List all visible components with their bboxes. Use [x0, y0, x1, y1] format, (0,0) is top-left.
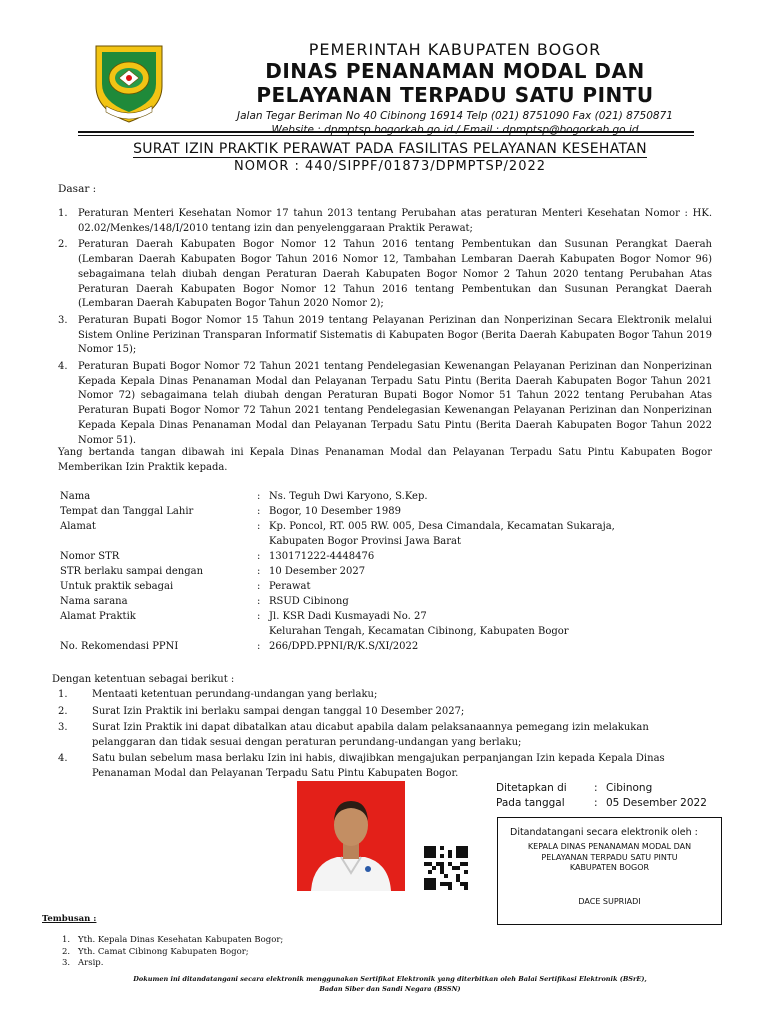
field-row-continuation: Kabupaten Bogor Provinsi Jawa Barat [269, 536, 462, 547]
intro-paragraph: Yang bertanda tangan dibawah ini Kepala Dinas Penanaman Modal dan Pelayanan Terpadu Satu Pintu Kabupaten Bogor Memberikan Izin Praktik kepada. [58, 447, 712, 473]
document-title: SURAT IZIN PRAKTIK PERAWAT PADA FASILITAS PELAYANAN KESEHATAN [133, 141, 647, 157]
signatory-office: KEPALA DINAS PENANAMAN MODAL DAN PELAYANAN TERPADU SATU PINTU KABUPATEN BOGOR [527, 842, 692, 872]
field-row: Tempat dan Tanggal Lahir : Bogor, 10 Desember 1989 [60, 506, 401, 517]
government-name: PEMERINTAH KABUPATEN BOGOR [308, 40, 602, 59]
agency-name-line2: PELAYANAN TERPADU SATU PINTU [256, 83, 654, 107]
list-item: 2. Surat Izin Praktik ini berlaku sampai dengan tanggal 10 Desember 2027; [58, 705, 465, 717]
field-row-continuation: Kelurahan Tengah, Kecamatan Cibinong, Kabupaten Bogor [269, 626, 569, 637]
list-item: 1. Yth. Kepala Dinas Kesehatan Kabupaten Bogor; [62, 935, 284, 945]
electronic-signature-box [497, 817, 722, 925]
issued-place-label: Ditetapkan di [496, 782, 567, 794]
list-item: 2. Peraturan Daerah Kabupaten Bogor Nomor 12 Tahun 2016 tentang Pembentukan dan Susunan Perangkat Daerah (Lembaran Daerah Kabupaten Bogor Tahun 2016 Nomor 12, Tambahan Lembaran Daerah Kabupaten Bogor Nomor 96) sebagaimana telah diubah dengan Peraturan Daerah Kabupaten Bogor Nomor 2 Tahun 2020 tentang Perubahan Atas Peraturan Daerah Kabupaten Bogor Nomor 12 Tahun 2016 tentang Pembentukan dan Susunan Perangkat Daerah (Lembaran Daerah Kabupaten Bogor Tahun 2020 Nomor 2); [58, 239, 712, 310]
list-item: 1. Mentaati ketentuan perundang-undangan yang berlaku; [58, 689, 378, 700]
qr-code-icon [424, 846, 468, 890]
provisions-list [58, 688, 712, 783]
field-row: Alamat : Kp. Poncol, RT. 005 RW. 005, Desa Cimandala, Kecamatan Sukaraja, [60, 521, 615, 532]
holder-photo [297, 781, 405, 891]
holder-details [60, 489, 710, 654]
list-item: 4. Peraturan Bupati Bogor Nomor 72 Tahun 2021 tentang Pendelegasian Kewenangan Pelayanan Perizinan dan Nonperizinan Kepada Kepala Dinas Penanaman Modal dan Pelayanan Terpadu Satu Pintu (Berita Daerah Kabupaten Bogor Tahun 2021 Nomor 72) sebagaimana telah diubah dengan Peraturan Bupati Bogor Nomor 51 Tahun 2022 tentang Perubahan Atas Peraturan Bupati Bogor Nomor 72 Tahun 2021 tentang Pendelegasian Kewenangan Pelayanan Perizinan dan Nonperizinan Kepada Kepala Dinas Penanaman Modal dan Pelayanan Terpadu Satu Pintu (Berita Daerah Kabupaten Bogor Tahun 2022 Nomor 51). [58, 361, 712, 446]
field-row: Nama sarana : RSUD Cibinong [60, 596, 349, 607]
person-portrait-icon [297, 781, 405, 891]
document-number: NOMOR : 440/SIPPF/01873/DPMPTSP/2022 [233, 159, 547, 174]
signatory-name: DACE SUPRIADI [578, 897, 641, 906]
list-item: 4. Satu bulan sebelum masa berlaku Izin ini habis, diwajibkan mengajukan perpanjangan Izin kepada Kepala Dinas Penanaman Modal dan Pelayanan Terpadu Satu Pintu Kabupaten Bogor. [58, 753, 665, 779]
agency-website: Website : dpmptsp.bogorkab.go.id / Email : dpmptsp@bogorkab.go.id [271, 124, 639, 136]
issued-info: Ditetapkan di : Cibinong Pada tanggal : 05 Desember 2022 [496, 782, 707, 809]
issued-date: 05 Desember 2022 [606, 797, 707, 809]
field-row: Untuk praktik sebagai : Perawat [60, 581, 311, 592]
letterhead-divider-thin [78, 135, 694, 136]
basis-label: Dasar : [58, 183, 97, 195]
document-title-block [60, 140, 720, 176]
field-row: Nomor STR : 130171222-4448476 [60, 551, 375, 562]
issued-place: Cibinong [606, 782, 653, 794]
letterhead-divider [78, 131, 694, 133]
provisions-label: Dengan ketentuan sebagai berikut : [52, 674, 235, 685]
issued-date-label: Pada tanggal [496, 797, 565, 809]
list-item: 3. Peraturan Bupati Bogor Nomor 15 Tahun 2019 tentang Pelayanan Perizinan dan Nonperizinan Secara Elektronik melalui Sistem Online Perizinan Transparan Informatif Sistematis di Kabupaten Bogor (Berita Daerah Kabupaten Bogor Tahun 2019 Nomor 15); [58, 314, 712, 356]
legal-basis-list [58, 207, 712, 450]
cc-list [62, 935, 283, 970]
esignature-footnote: Dokumen ini ditandatangani secara elektronik menggunakan Sertifikat Elektronik yang diterbitkan oleh Balai Sertifikasi Elektronik (BSrE), Badan Siber dan Sandi Negara (BSSN) [133, 975, 647, 993]
agency-address: Jalan Tegar Beriman No 40 Cibinong 16914 Telp (021) 8751090 Fax (021) 8750871 [237, 110, 673, 122]
field-row: STR berlaku sampai dengan : 10 Desember 2027 [60, 566, 366, 577]
field-row: No. Rekomendasi PPNI : 266/DPD.PPNI/R/K.S/XI/2022 [60, 641, 419, 652]
list-item: 3. Arsip. [62, 958, 104, 968]
letterhead [195, 40, 715, 137]
field-row: Alamat Praktik : Jl. KSR Dadi Kusmayadi No. 27 [60, 611, 427, 622]
bogor-regency-emblem-icon [86, 40, 172, 124]
cc-label: Tembusan : [42, 914, 97, 924]
signature-header: Ditandatangani secara elektronik oleh : [510, 827, 698, 838]
field-row: Nama : Ns. Teguh Dwi Karyono, S.Kep. [60, 491, 428, 502]
list-item: 2. Yth. Camat Cibinong Kabupaten Bogor; [62, 946, 249, 957]
agency-name-line1: DINAS PENANAMAN MODAL DAN [265, 59, 645, 83]
list-item: 3. Surat Izin Praktik ini dapat dibatalkan atau dicabut apabila dalam pelaksanaannya pemegang izin melakukan pelanggaran dan tidak sesuai dengan peraturan perundang-undangan yang berlaku; [58, 722, 649, 748]
list-item: 1. Peraturan Menteri Kesehatan Nomor 17 tahun 2013 tentang Perubahan atas peraturan Menteri Kesehatan Nomor : HK. 02.02/Menkes/148/I/2010 tentang izin dan penyelenggaraan Praktik Perawat; [58, 208, 712, 234]
